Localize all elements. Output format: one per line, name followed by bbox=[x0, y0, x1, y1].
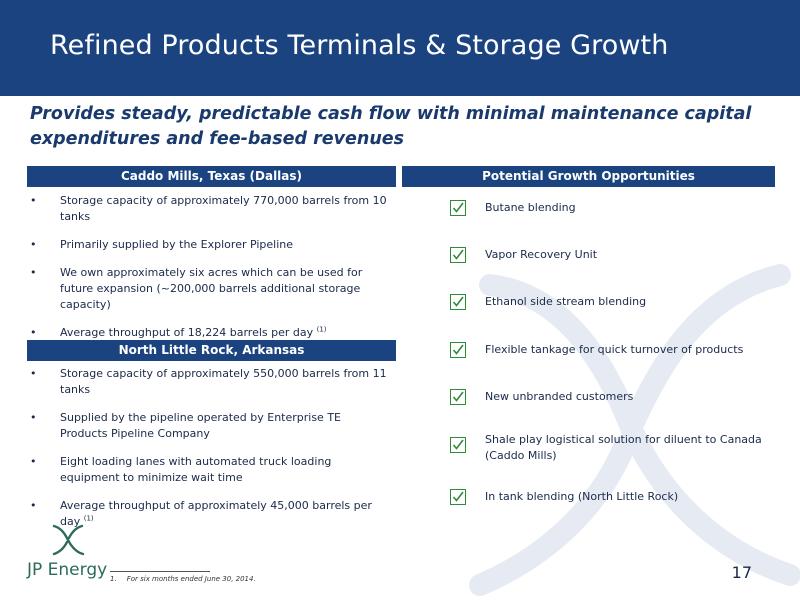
header-bar bbox=[0, 0, 800, 96]
checkbox-icon bbox=[450, 342, 466, 358]
jp-energy-logo-icon bbox=[50, 522, 86, 558]
footnote-divider bbox=[110, 571, 210, 572]
checkbox-icon bbox=[450, 489, 466, 505]
bullet-icon: • bbox=[30, 326, 37, 339]
list-item: • Average throughput of approximately 45,000 barrels per day $^{(1)}$ bbox=[30, 499, 372, 528]
list-item: • We own approximately six acres which can be used for future expansion (~200,000 barrels additional storage capacity) bbox=[30, 266, 363, 311]
bullet-icon: • bbox=[30, 411, 37, 424]
growth-opportunities-heading: Potential Growth Opportunities bbox=[402, 166, 775, 187]
footnote-number: 1. bbox=[110, 575, 117, 583]
bullet-icon: • bbox=[30, 238, 37, 251]
caddo-mills-heading: Caddo Mills, Texas (Dallas) bbox=[27, 166, 396, 187]
checkbox-icon bbox=[450, 294, 466, 310]
bullet-icon: • bbox=[30, 499, 37, 512]
caddo-mills-bullets bbox=[30, 193, 390, 341]
north-little-rock-bullets bbox=[30, 366, 390, 530]
list-item: • Primarily supplied by the Explorer Pipeline bbox=[30, 238, 294, 251]
slide-subtitle: Provides steady, predictable cash flow with minimal maintenance capital expenditures and fee-based revenues bbox=[30, 104, 752, 149]
list-item: • Storage capacity of approximately 550,000 barrels from 11 tanks bbox=[30, 367, 387, 396]
checkbox-icon bbox=[450, 200, 466, 216]
bullet-icon: • bbox=[30, 367, 37, 380]
north-little-rock-heading: North Little Rock, Arkansas bbox=[27, 340, 396, 361]
list-item: • Storage capacity of approximately 770,000 barrels from 10 tanks bbox=[30, 194, 387, 223]
bullet-icon: • bbox=[30, 455, 37, 468]
checkbox-icon bbox=[450, 389, 466, 405]
footnote bbox=[110, 575, 256, 583]
footnote-ref: (1) bbox=[316, 325, 327, 334]
page-number: 17 bbox=[731, 563, 752, 582]
page-title: Refined Products Terminals & Storage Growth bbox=[50, 30, 669, 61]
company-logo-text: JP Energy bbox=[27, 560, 108, 580]
checkbox-icon bbox=[450, 247, 466, 263]
footnote-ref: (1) bbox=[83, 514, 94, 523]
checkbox-icon bbox=[450, 437, 466, 453]
list-item: • Eight loading lanes with automated truck loading equipment to minimize wait time bbox=[30, 455, 332, 484]
list-item: • Supplied by the pipeline operated by Enterprise TE Products Pipeline Company bbox=[30, 411, 341, 440]
bullet-icon: • bbox=[30, 266, 37, 279]
bullet-icon: • bbox=[30, 194, 37, 207]
footnote-text: For six months ended June 30, 2014. bbox=[126, 575, 256, 583]
list-item: • Average throughput of 18,224 barrels per day $^{(1)}$ bbox=[30, 325, 327, 339]
